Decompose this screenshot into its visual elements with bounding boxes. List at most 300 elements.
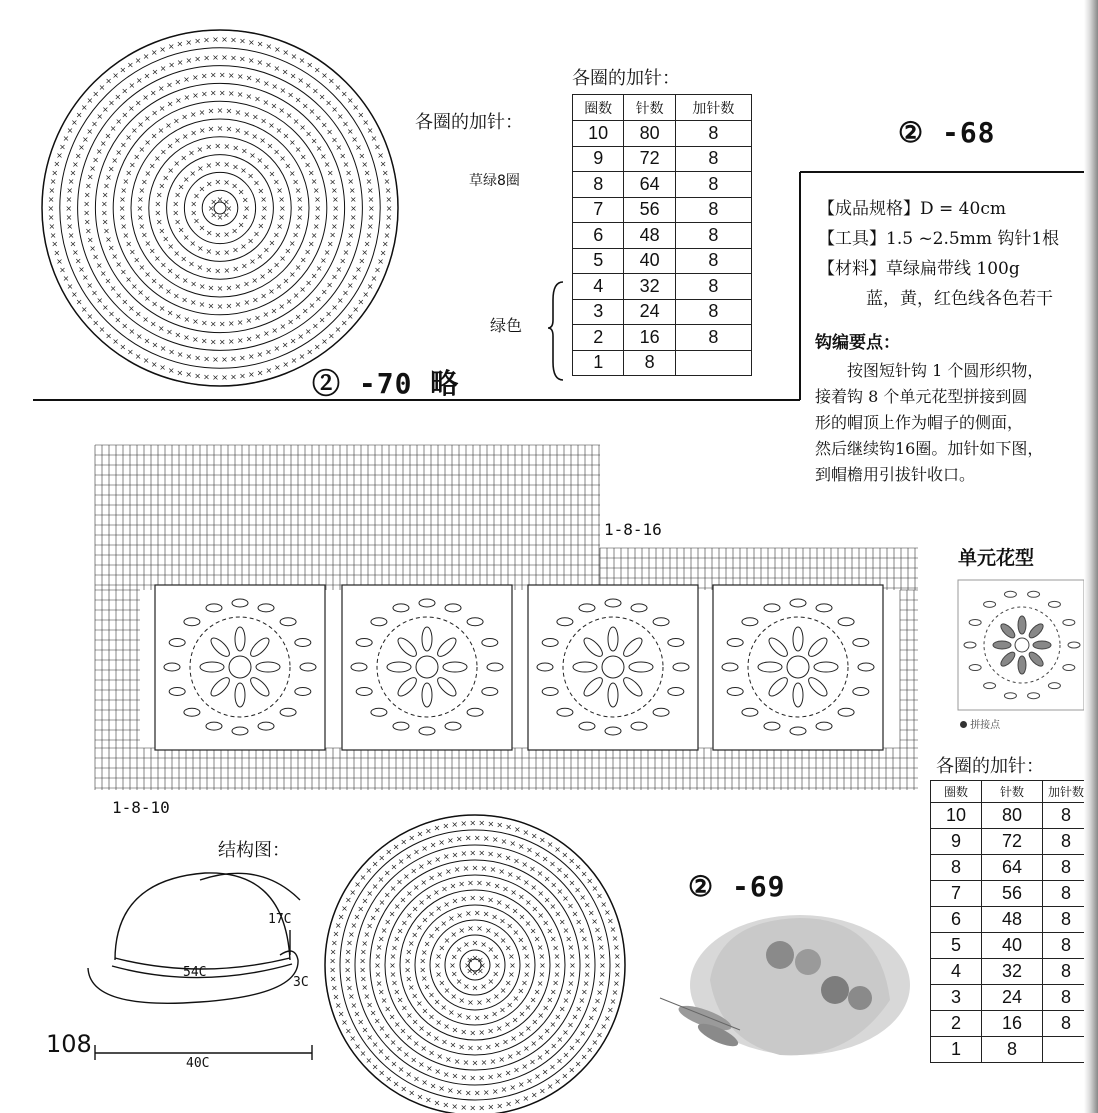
svg-text:×: ×: [541, 854, 549, 864]
svg-text:×: ×: [127, 104, 135, 114]
svg-text:×: ×: [249, 257, 256, 267]
svg-text:×: ×: [67, 230, 75, 240]
svg-text:×: ×: [374, 142, 381, 152]
svg-text:×: ×: [177, 182, 185, 192]
svg-text:×: ×: [484, 925, 492, 935]
svg-text:×: ×: [607, 1005, 614, 1015]
svg-text:×: ×: [285, 111, 293, 121]
svg-text:×: ×: [464, 833, 472, 843]
svg-text:×: ×: [442, 852, 450, 862]
svg-text:×: ×: [596, 891, 603, 901]
svg-text:×: ×: [247, 236, 255, 246]
svg-text:×: ×: [154, 199, 162, 209]
svg-text:×: ×: [344, 1026, 352, 1036]
svg-text:×: ×: [166, 141, 174, 151]
svg-text:×: ×: [447, 1086, 454, 1096]
svg-text:×: ×: [393, 987, 401, 997]
table-cell: 6: [573, 223, 624, 249]
svg-text:×: ×: [134, 351, 142, 361]
svg-text:×: ×: [265, 42, 273, 52]
svg-text:×: ×: [236, 90, 244, 100]
svg-text:×: ×: [194, 54, 202, 64]
svg-text:×: ×: [332, 992, 340, 1002]
page-edge-shadow: [1084, 0, 1098, 1113]
svg-text:×: ×: [543, 895, 551, 905]
svg-text:×: ×: [511, 1015, 519, 1025]
svg-text:×: ×: [400, 1003, 408, 1013]
svg-text:×: ×: [346, 311, 354, 321]
svg-text:×: ×: [584, 961, 591, 970]
svg-text:×: ×: [400, 837, 408, 847]
svg-text:×: ×: [385, 1074, 393, 1084]
svg-text:×: ×: [214, 177, 222, 187]
svg-text:×: ×: [482, 1088, 490, 1098]
svg-text:×: ×: [174, 77, 182, 87]
svg-text:×: ×: [546, 926, 554, 936]
svg-text:×: ×: [496, 1101, 504, 1111]
svg-text:×: ×: [460, 894, 468, 904]
svg-text:×: ×: [344, 965, 351, 975]
table-cell: 56: [624, 197, 675, 223]
svg-text:×: ×: [428, 873, 435, 883]
svg-text:×: ×: [444, 867, 452, 877]
svg-text:×: ×: [524, 919, 532, 929]
svg-text:×: ×: [405, 974, 413, 984]
svg-text:×: ×: [107, 164, 115, 174]
table-cell: 8: [1043, 985, 1090, 1011]
svg-text:×: ×: [256, 58, 264, 68]
svg-text:×: ×: [426, 858, 433, 868]
svg-text:×: ×: [320, 120, 328, 130]
svg-text:×: ×: [119, 267, 127, 277]
svg-text:×: ×: [574, 1036, 581, 1046]
svg-text:×: ×: [109, 124, 117, 134]
svg-text:×: ×: [380, 996, 388, 1006]
svg-text:×: ×: [574, 885, 581, 895]
svg-text:×: ×: [425, 1029, 433, 1039]
svg-text:×: ×: [151, 340, 159, 350]
svg-text:×: ×: [130, 281, 138, 291]
svg-text:×: ×: [239, 371, 246, 381]
svg-text:×: ×: [357, 1017, 365, 1027]
svg-text:×: ×: [436, 1051, 444, 1061]
svg-text:×: ×: [118, 204, 126, 213]
svg-text:×: ×: [129, 160, 136, 170]
svg-text:×: ×: [48, 221, 56, 231]
svg-text:×: ×: [505, 1099, 512, 1109]
svg-text:×: ×: [435, 952, 442, 962]
svg-text:×: ×: [150, 48, 158, 58]
table-cell: 32: [624, 274, 675, 300]
svg-text:×: ×: [442, 1069, 450, 1079]
svg-text:×: ×: [115, 148, 123, 158]
svg-text:×: ×: [429, 1081, 437, 1091]
svg-text:×: ×: [575, 917, 583, 927]
svg-text:×: ×: [249, 150, 256, 160]
svg-text:×: ×: [460, 818, 468, 828]
svg-text:×: ×: [469, 1028, 477, 1038]
svg-text:×: ×: [495, 1023, 503, 1033]
svg-text:×: ×: [346, 96, 354, 106]
svg-text:×: ×: [159, 63, 167, 73]
svg-text:×: ×: [207, 124, 215, 134]
svg-text:×: ×: [504, 1020, 511, 1030]
table-row: [931, 1037, 1090, 1063]
table-cell: 4: [931, 959, 982, 985]
svg-text:×: ×: [276, 221, 284, 231]
svg-text:×: ×: [361, 248, 369, 258]
table-row: [931, 881, 1090, 907]
table-cell: 1: [573, 350, 624, 376]
svg-text:×: ×: [359, 1049, 367, 1059]
svg-text:×: ×: [292, 116, 300, 126]
svg-text:×: ×: [416, 829, 424, 839]
svg-text:×: ×: [200, 71, 208, 81]
svg-text:×: ×: [351, 273, 358, 283]
svg-text:×: ×: [464, 961, 471, 970]
annotation-lv: 绿色: [490, 316, 523, 335]
svg-text:×: ×: [374, 969, 382, 979]
table-row: [573, 350, 752, 376]
svg-text:×: ×: [546, 995, 554, 1005]
svg-text:×: ×: [400, 1084, 408, 1094]
svg-text:×: ×: [542, 918, 550, 928]
svg-text:×: ×: [441, 1037, 448, 1047]
svg-text:×: ×: [167, 242, 175, 252]
table-cell: 48: [982, 907, 1043, 933]
svg-text:×: ×: [82, 134, 89, 144]
svg-text:×: ×: [183, 74, 190, 84]
svg-text:×: ×: [260, 195, 267, 205]
svg-text:×: ×: [150, 276, 158, 286]
svg-text:×: ×: [591, 916, 598, 926]
svg-text:×: ×: [388, 909, 396, 919]
svg-text:×: ×: [552, 978, 559, 988]
svg-text:×: ×: [359, 956, 366, 966]
svg-text:×: ×: [460, 1072, 468, 1082]
svg-text:×: ×: [392, 1079, 400, 1089]
svg-text:×: ×: [92, 155, 99, 165]
top-caption-1: 各圈的加针：: [572, 68, 680, 89]
svg-text:×: ×: [450, 952, 458, 962]
svg-text:×: ×: [377, 987, 385, 997]
svg-text:×: ×: [212, 34, 219, 44]
svg-text:×: ×: [318, 92, 326, 102]
svg-text:×: ×: [480, 863, 488, 873]
svg-text:×: ×: [596, 987, 604, 997]
svg-text:×: ×: [530, 1038, 538, 1048]
svg-text:×: ×: [603, 1013, 611, 1023]
svg-text:×: ×: [363, 168, 371, 178]
svg-text:×: ×: [189, 109, 197, 119]
svg-text:×: ×: [86, 96, 94, 106]
svg-text:×: ×: [294, 145, 302, 155]
table-row: [573, 121, 752, 147]
svg-text:×: ×: [232, 143, 240, 153]
svg-text:×: ×: [506, 870, 514, 880]
svg-text:×: ×: [331, 105, 338, 115]
side-band-grid: [95, 445, 918, 790]
svg-text:×: ×: [433, 924, 441, 934]
svg-text:×: ×: [227, 319, 235, 329]
table-cell: 40: [982, 933, 1043, 959]
svg-text:×: ×: [524, 961, 531, 970]
table-cell: 80: [624, 121, 675, 147]
svg-text:×: ×: [273, 63, 281, 73]
svg-text:×: ×: [308, 107, 316, 117]
svg-text:×: ×: [418, 898, 425, 908]
svg-text:×: ×: [441, 884, 448, 894]
svg-text:×: ×: [433, 1098, 441, 1108]
svg-text:×: ×: [247, 55, 255, 65]
svg-text:×: ×: [567, 978, 575, 988]
svg-text:×: ×: [168, 60, 175, 70]
svg-text:×: ×: [349, 194, 357, 204]
svg-text:×: ×: [71, 248, 79, 258]
band-label-bottom: 1-8-10: [112, 798, 170, 817]
svg-text:×: ×: [471, 938, 479, 948]
svg-text:×: ×: [223, 265, 231, 275]
svg-text:×: ×: [214, 248, 222, 258]
table-cell: 16: [624, 325, 675, 351]
svg-text:×: ×: [377, 934, 385, 944]
svg-text:×: ×: [336, 295, 344, 305]
svg-text:×: ×: [205, 179, 213, 189]
table-cell: 8: [675, 325, 751, 351]
col-header: 针数: [982, 781, 1043, 803]
svg-text:×: ×: [308, 300, 316, 310]
svg-text:×: ×: [346, 938, 353, 948]
svg-text:×: ×: [168, 347, 175, 357]
svg-text:×: ×: [203, 354, 210, 364]
svg-text:×: ×: [174, 217, 181, 227]
svg-text:×: ×: [82, 273, 89, 283]
table-row: [931, 907, 1090, 933]
table-cell: 72: [624, 146, 675, 172]
svg-text:×: ×: [471, 1058, 479, 1068]
svg-text:×: ×: [549, 1062, 556, 1072]
svg-text:×: ×: [98, 325, 106, 335]
table-cell: 2: [931, 1011, 982, 1037]
svg-text:×: ×: [504, 978, 512, 988]
svg-text:×: ×: [565, 987, 573, 997]
svg-text:×: ×: [335, 143, 343, 153]
spec-line: 然后继续钩16圈。加针如下图，: [815, 439, 1044, 458]
svg-text:×: ×: [568, 969, 576, 979]
svg-text:×: ×: [203, 35, 210, 45]
svg-text:×: ×: [408, 833, 416, 843]
svg-text:×: ×: [489, 1056, 497, 1066]
svg-text:×: ×: [181, 112, 188, 122]
svg-text:×: ×: [423, 939, 431, 949]
svg-text:×: ×: [194, 371, 201, 381]
svg-text:×: ×: [290, 51, 298, 61]
svg-text:×: ×: [282, 48, 290, 58]
table-row: [931, 985, 1090, 1011]
svg-text:×: ×: [531, 904, 539, 914]
svg-text:×: ×: [125, 133, 132, 143]
table-cell: 32: [982, 959, 1043, 985]
svg-text:×: ×: [284, 246, 292, 256]
svg-text:×: ×: [526, 1076, 533, 1086]
svg-text:×: ×: [214, 141, 222, 151]
svg-text:×: ×: [241, 212, 249, 222]
svg-text:×: ×: [578, 996, 586, 1006]
table-cell: 6: [931, 907, 982, 933]
svg-text:×: ×: [253, 229, 260, 239]
svg-text:×: ×: [287, 90, 294, 100]
svg-text:×: ×: [525, 1023, 532, 1033]
svg-text:×: ×: [495, 898, 503, 908]
svg-text:×: ×: [411, 1017, 419, 1027]
svg-text:×: ×: [150, 359, 158, 369]
svg-text:×: ×: [536, 869, 544, 879]
svg-text:×: ×: [96, 295, 104, 305]
svg-text:×: ×: [389, 961, 396, 970]
svg-text:×: ×: [361, 1025, 369, 1035]
svg-text:×: ×: [200, 318, 208, 328]
svg-text:×: ×: [487, 849, 494, 859]
svg-text:×: ×: [305, 278, 312, 288]
svg-text:×: ×: [404, 956, 412, 966]
svg-text:×: ×: [329, 230, 336, 240]
svg-text:×: ×: [209, 70, 217, 80]
svg-text:×: ×: [399, 1026, 407, 1036]
svg-text:×: ×: [126, 60, 134, 70]
svg-text:×: ×: [294, 221, 302, 231]
svg-text:×: ×: [435, 904, 443, 914]
svg-text:×: ×: [460, 1103, 468, 1113]
svg-text:×: ×: [305, 129, 312, 139]
page-number: 108: [46, 1030, 92, 1058]
svg-text:×: ×: [473, 1013, 481, 1023]
svg-text:×: ×: [176, 58, 184, 68]
svg-text:×: ×: [301, 101, 309, 111]
dim-17: 17C: [268, 912, 292, 927]
svg-text:×: ×: [556, 1034, 564, 1044]
svg-text:×: ×: [191, 72, 199, 82]
svg-text:×: ×: [296, 195, 303, 205]
table-cell: 8: [624, 350, 675, 376]
svg-text:×: ×: [288, 138, 296, 148]
band-label-top: 1-8-16: [604, 520, 662, 539]
svg-text:×: ×: [346, 280, 354, 290]
svg-text:×: ×: [556, 887, 564, 897]
svg-text:×: ×: [533, 934, 541, 944]
svg-text:×: ×: [450, 969, 458, 979]
table-cell: 5: [931, 933, 982, 959]
svg-text:×: ×: [438, 978, 446, 988]
hat-photo: [660, 915, 910, 1055]
svg-text:×: ×: [107, 243, 115, 253]
table-cell: 24: [982, 985, 1043, 1011]
svg-text:×: ×: [438, 1084, 445, 1094]
svg-text:×: ×: [523, 952, 531, 962]
svg-text:×: ×: [254, 75, 262, 85]
svg-text:×: ×: [538, 969, 546, 979]
svg-text:×: ×: [185, 352, 193, 362]
svg-text:×: ×: [256, 156, 264, 166]
col-header: 加针数: [1043, 781, 1090, 803]
table-cell: 2: [573, 325, 624, 351]
svg-text:×: ×: [378, 1024, 386, 1034]
svg-text:×: ×: [583, 900, 591, 910]
svg-text:×: ×: [384, 186, 392, 196]
svg-text:×: ×: [329, 965, 336, 975]
svg-text:×: ×: [119, 194, 126, 204]
svg-text:×: ×: [67, 177, 75, 187]
svg-text:×: ×: [157, 282, 165, 292]
table-cell: 80: [982, 803, 1043, 829]
svg-text:×: ×: [419, 956, 427, 966]
svg-text:×: ×: [363, 991, 371, 1001]
svg-text:×: ×: [74, 256, 82, 266]
svg-text:×: ×: [366, 126, 374, 136]
col-header: 圈数: [931, 781, 982, 803]
svg-text:×: ×: [562, 1027, 569, 1037]
svg-text:×: ×: [489, 865, 497, 875]
svg-text:×: ×: [336, 112, 344, 122]
svg-text:×: ×: [223, 229, 230, 239]
svg-text:×: ×: [135, 331, 143, 341]
svg-text:×: ×: [498, 867, 506, 877]
svg-text:×: ×: [421, 1078, 429, 1088]
svg-text:×: ×: [133, 255, 141, 265]
svg-text:×: ×: [260, 212, 267, 222]
svg-text:×: ×: [374, 952, 382, 962]
svg-text:×: ×: [151, 108, 158, 118]
svg-text:×: ×: [183, 333, 190, 343]
svg-text:×: ×: [460, 849, 468, 859]
top-caption-2: 各圈的加针：: [415, 112, 523, 133]
svg-text:×: ×: [451, 850, 459, 860]
table-row: [573, 274, 752, 300]
svg-text:×: ×: [134, 309, 142, 319]
svg-text:×: ×: [223, 160, 231, 170]
svg-text:×: ×: [379, 159, 387, 169]
svg-text:×: ×: [189, 239, 197, 249]
svg-text:×: ×: [348, 929, 355, 939]
svg-text:×: ×: [443, 1022, 450, 1032]
svg-text:×: ×: [329, 956, 336, 966]
svg-text:×: ×: [245, 91, 253, 101]
svg-text:×: ×: [318, 315, 326, 325]
col-header: 圈数: [573, 95, 624, 121]
svg-text:×: ×: [366, 1033, 374, 1043]
svg-text:×: ×: [484, 879, 492, 889]
svg-text:×: ×: [114, 92, 122, 102]
svg-text:×: ×: [287, 317, 294, 327]
svg-text:×: ×: [582, 943, 590, 953]
svg-text:×: ×: [222, 210, 230, 220]
svg-text:×: ×: [373, 1016, 381, 1026]
svg-text:×: ×: [478, 1103, 486, 1113]
svg-text:×: ×: [611, 987, 619, 997]
svg-text:×: ×: [321, 337, 328, 347]
spec-line: 到帽檐用引拔针收口。: [815, 465, 976, 484]
svg-text:×: ×: [138, 186, 146, 196]
svg-text:×: ×: [407, 938, 415, 948]
svg-text:×: ×: [101, 190, 109, 200]
svg-text:×: ×: [138, 262, 146, 272]
svg-text:×: ×: [350, 1000, 358, 1010]
table-cell: 8: [675, 121, 751, 147]
svg-text:×: ×: [207, 283, 215, 293]
svg-text:×: ×: [105, 235, 112, 245]
svg-text:×: ×: [469, 1103, 477, 1113]
svg-text:×: ×: [332, 195, 339, 205]
svg-text:×: ×: [203, 372, 210, 382]
